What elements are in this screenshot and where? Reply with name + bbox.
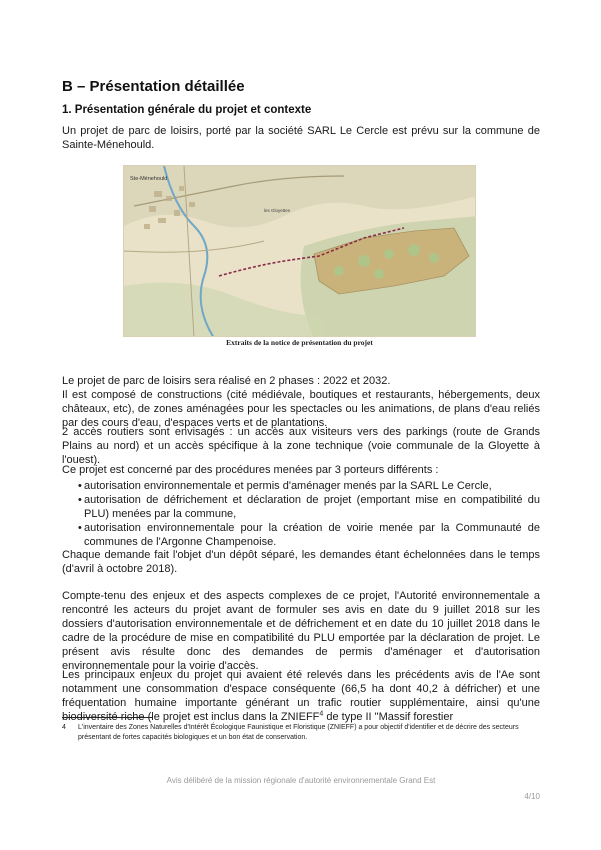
- procedures-intro: Ce projet est concerné par des procédures menées par 3 porteurs différents :: [62, 464, 439, 476]
- list-item: • autorisation de défrichement et déclaration de projet (emportant mise en compatibilité du PLU) menées par la commune,: [78, 494, 540, 520]
- list-item: • autorisation environnementale pour la création de voirie menée par la Communauté de communes de l'Argonne Champenoise.: [78, 522, 540, 548]
- filing-paragraph: Chaque demande fait l'objet d'un dépôt séparé, les demandes étant échelonnées dans le temps (d'avril à octobre 2018).: [62, 549, 540, 575]
- subsection-title: 1. Présentation générale du projet et contexte: [62, 104, 312, 116]
- page-footer: Avis délibéré de la mission régionale d'autorité environnementale Grand Est: [166, 776, 436, 785]
- footnote-text: L'inventaire des Zones Naturelles d'Intérêt Écologique Faunistique et Floristique (ZNIEFF) a pour objectif d'identifier et de décrire des secteurs présentant de fortes capacités biologiques et un bon état de conservation.: [78, 724, 519, 741]
- footnote-ref: 4: [319, 710, 324, 718]
- bullet-icon: •: [78, 494, 82, 506]
- composition-paragraph: Il est composé de constructions (cité médiévale, boutiques et restaurants, hébergements, deux châteaux, etc), de zones aménagées pour les spectacles ou les animations, de plans d'eau reliés par des cours d'eau, d'espaces verts et de plantations.: [62, 389, 540, 429]
- map-caption: Extraits de la notice de présentation du projet: [226, 338, 373, 347]
- list-item: • autorisation environnementale et permis d'aménager menés par la SARL Le Cercle,: [78, 480, 492, 492]
- context-paragraph: Compte-tenu des enjeux et des aspects complexes de ce projet, l'Autorité environnementale a rencontré les acteurs du projet avant de formuler ses avis en date du 9 juillet 2018 sur les dossiers d'autorisation environnementale et de défrichement et en date du 10 juillet 2018 dans le cadre de la procédure de mise en compatibilité du PLU emportée par la déclaration de projet. Le présent avis résulte donc des demandes de permis d'aménager et d'autorisation environnementale pour la voirie d'accès.: [62, 590, 540, 672]
- footnote-divider: [62, 717, 152, 718]
- footnote: [62, 723, 540, 742]
- access-paragraph: 2 accès routiers sont envisagés : un accès aux visiteurs vers des parkings (route de Grands Plains au nord) et un accès spécifique à la zone technique (voie communale de la Gloyette à l'ouest).: [62, 426, 540, 466]
- bullet-icon: •: [78, 522, 82, 534]
- phases-paragraph: Le projet de parc de loisirs sera réalisé en 2 phases : 2022 et 2032.: [62, 375, 391, 387]
- footnote-number: 4: [62, 724, 66, 731]
- map-label-town: Ste-Ménehould: [130, 176, 168, 182]
- section-title: B – Présentation détaillée: [62, 78, 245, 95]
- site-map-image: [123, 165, 476, 337]
- site-map-drawing: [124, 166, 476, 337]
- issues-paragraph: Les principaux enjeux du projet qui avaient été relevés dans les précédents avis de l'Ae sont notamment une consommation d'espace conséquente (66,5 ha dont 40,2 à défricher) et une fréquentation humaine importante générant un trafic routier supplémentaire, ainsi qu'une biodiversité riche (le projet est inclus dans la ZNIEFF$^4$ de type II "Massif forestier: [62, 669, 540, 723]
- bullet-icon: •: [78, 480, 82, 492]
- procedures-list: [62, 479, 540, 549]
- intro-paragraph: Un projet de parc de loisirs, porté par la société SARL Le Cercle est prévu sur la commune de Sainte-Ménehould.: [62, 125, 540, 151]
- page-number: 4/10: [524, 792, 540, 801]
- map-label-place: les Gloyettes: [264, 208, 291, 213]
